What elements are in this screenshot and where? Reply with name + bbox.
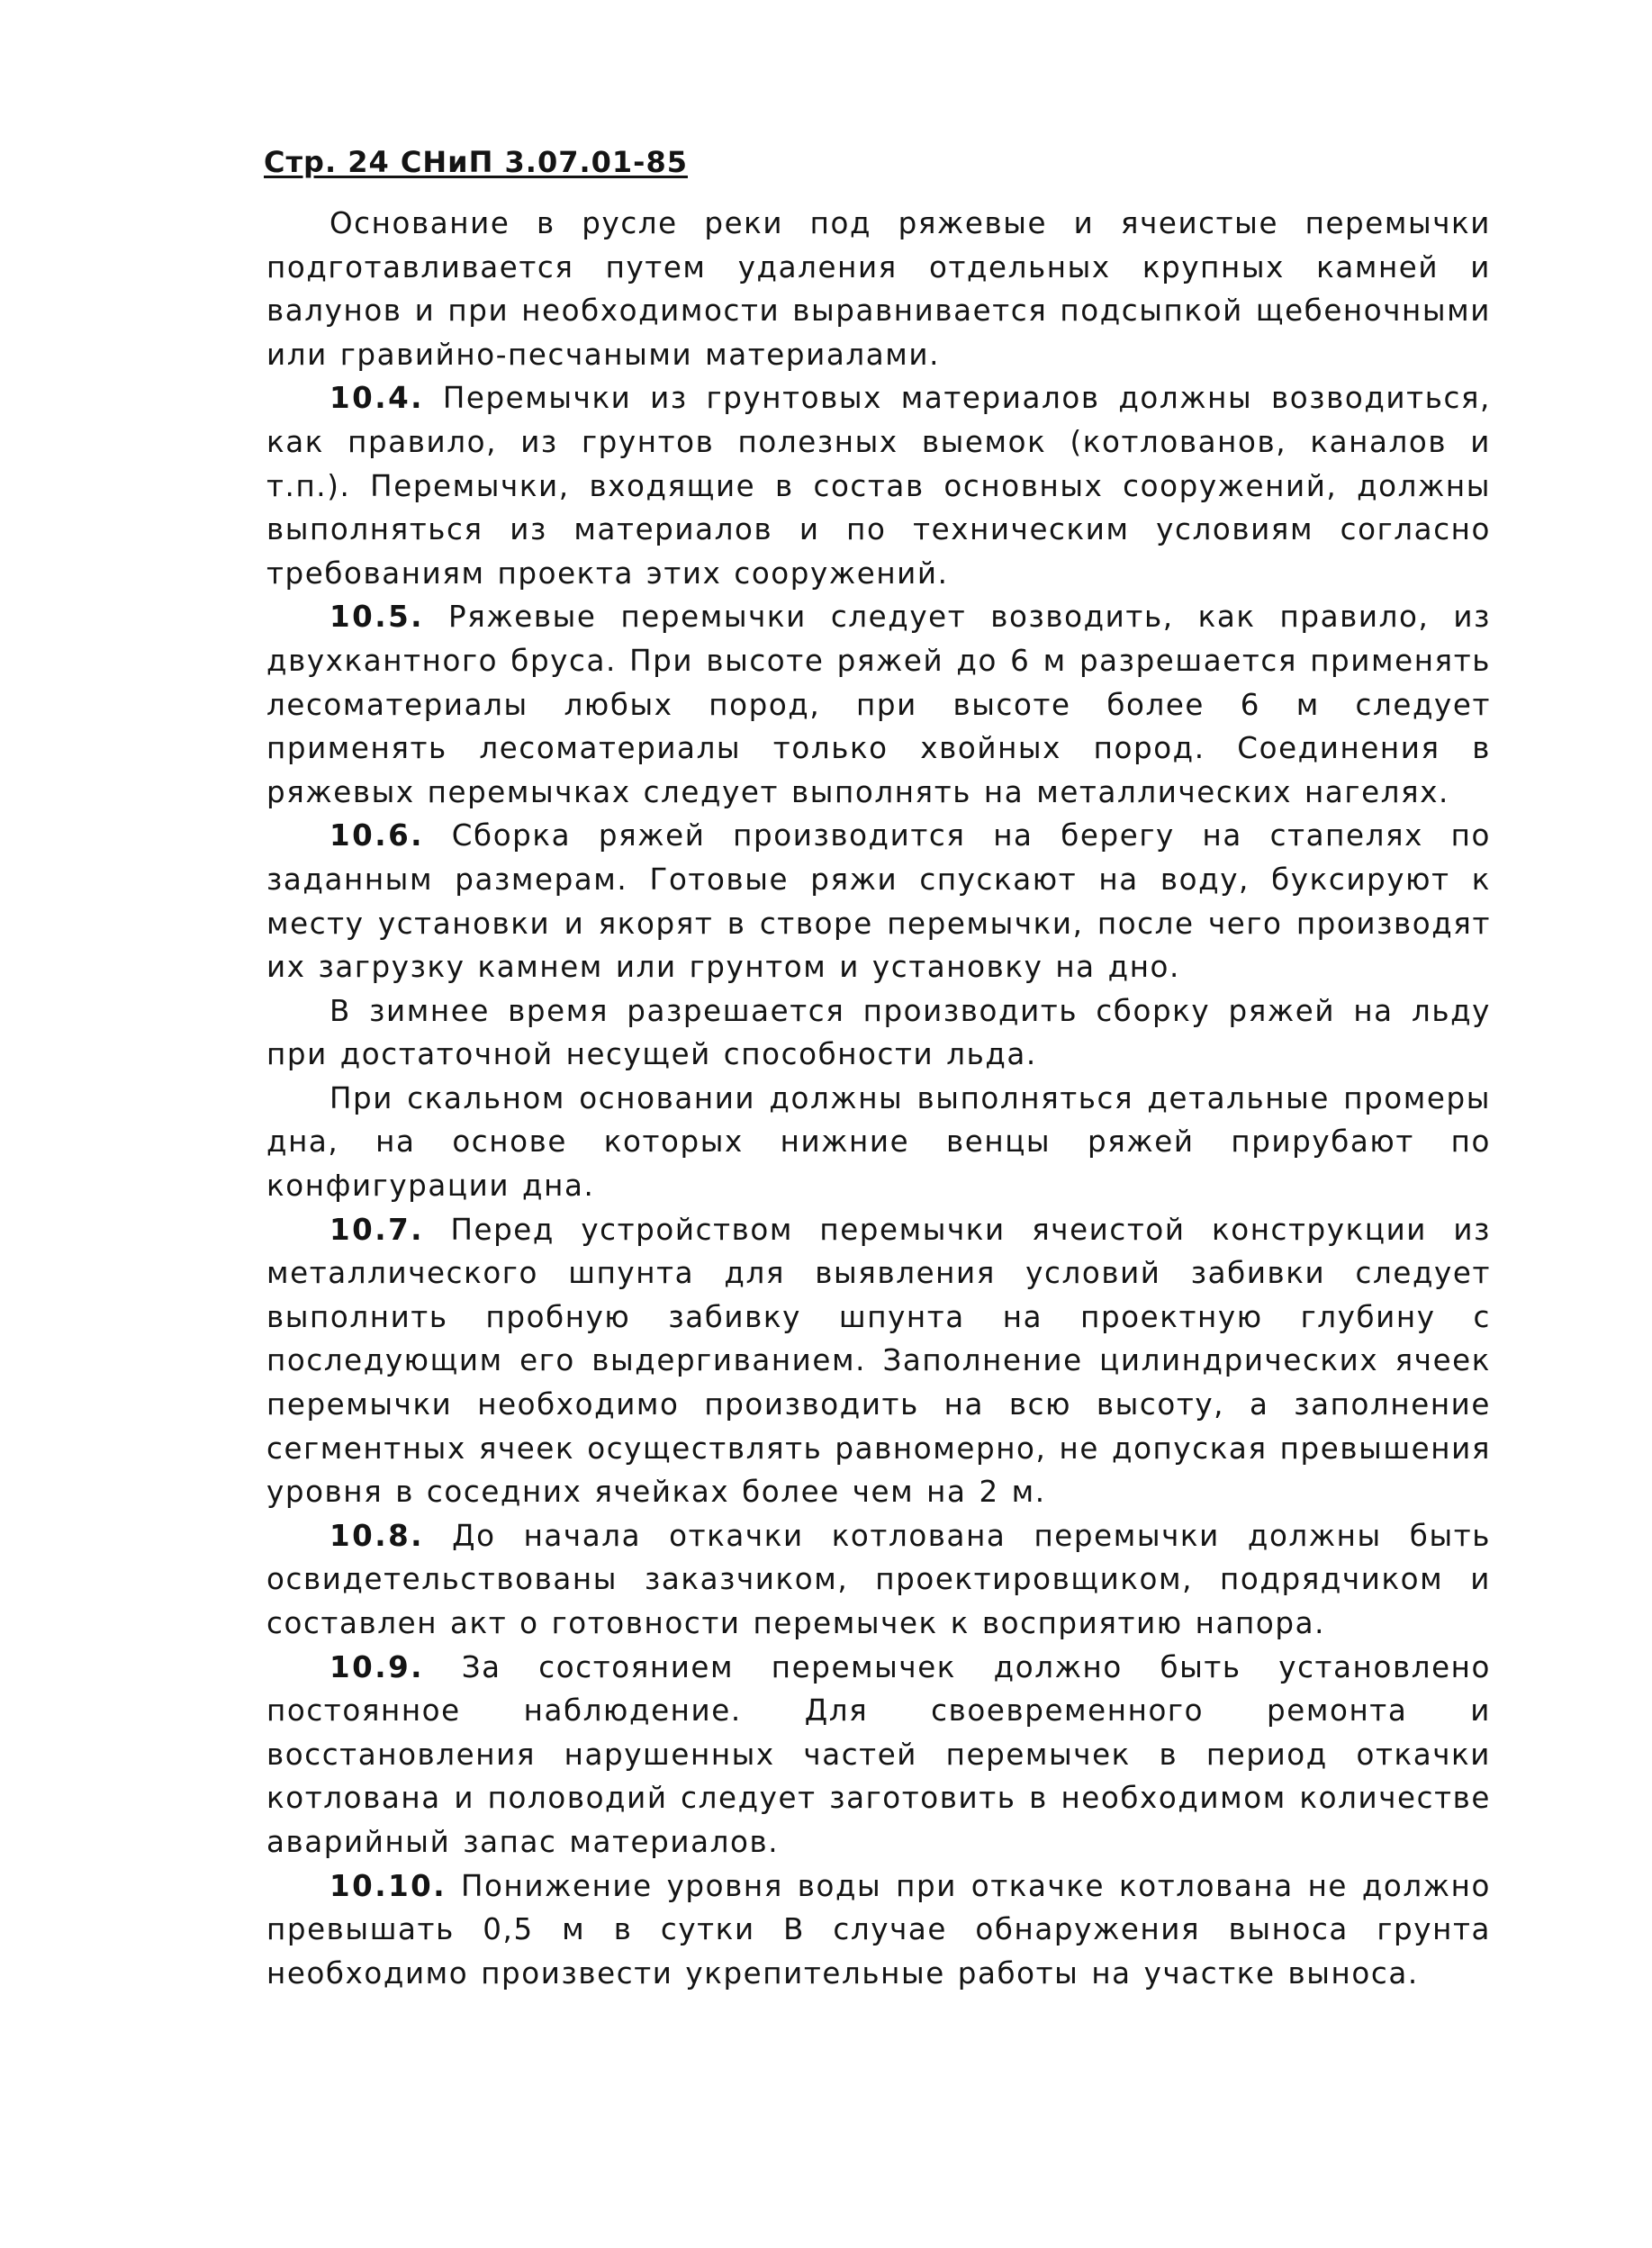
clause-10-5 [266, 595, 1491, 814]
page-header: Стр. 24 СНиП 3.07.01-85 [264, 145, 688, 179]
clause-number: 10.9. [329, 1649, 425, 1684]
paragraph-text: Основание в русле реки под ряжевые и ячеистые перемычки подготавливается путем удаления отдельных крупных камней и валунов и при необходимости выравнивается подсыпкой щебеночными или гравийно-песчаными материалами. [266, 206, 1491, 372]
clause-text: До начала откачки котлована перемычки должны быть освидетельствованы заказчиком, проектировщиком, подрядчиком и составлен акт о готовности перемычек к восприятию напора. [266, 1518, 1492, 1640]
clause-number: 10.5. [329, 600, 425, 635]
clause-10-6 [266, 814, 1491, 989]
clause-10-10 [266, 1864, 1491, 1996]
clause-number: 10.7. [329, 1212, 425, 1247]
clause-10-8 [266, 1514, 1491, 1646]
clause-number: 10.4. [329, 381, 425, 416]
clause-text: Ряжевые перемычки следует возводить, как правило, из двухкантного бруса. При высоте ряжей до 6 м разрешается применять лесоматериалы любых пород, при высоте более 6 м следует применять лесоматериалы только хвойных пород. Соединения в ряжевых перемычках следует выполнять на металлических нагелях. [266, 600, 1491, 809]
clause-10-7 [266, 1208, 1491, 1514]
document-body [266, 202, 1491, 1995]
clause-text: За состоянием перемычек должно быть установлено постоянное наблюдение. Для своевременного ремонта и восстановления нарушенных частей перемычек в период откачки котлована и половодий следует заготовить в необходимом количестве аварийный запас материалов. [266, 1649, 1491, 1859]
clause-text: Перемычки из грунтовых материалов должны возводиться, как правило, из грунтов полезных выемок (котлованов, каналов и т.п.). Перемычки, входящие в состав основных сооружений, должны выполняться из материалов и по техническим условиям согласно требованиям проекта этих сооружений. [266, 381, 1491, 591]
clause-number: 10.6. [329, 818, 425, 853]
clause-10-4 [266, 376, 1491, 595]
clause-10-9 [266, 1646, 1491, 1864]
paragraph-text: В зимнее время разрешается производить сборку ряжей на льду при достаточной несущей способности льда. [266, 993, 1491, 1072]
paragraph [266, 1077, 1491, 1208]
clause-text: Перед устройством перемычки ячеистой конструкции из металлического шпунта для выявления условий забивки следует выполнить пробную забивку шпунта на проектную глубину с последующим его выдергиванием. Заполнение цилиндрических ячеек перемычки необходимо производить на всю высоту, а заполнение сегментных ячеек осуществлять равномерно, не допуская превышения уровня в соседних ячейках более чем на 2 м. [266, 1212, 1492, 1510]
paragraph-text: При скальном основании должны выполняться детальные промеры дна, на основе которых нижние венцы ряжей прирубают по конфигурации дна. [266, 1080, 1491, 1204]
paragraph [266, 202, 1491, 376]
clause-number: 10.8. [329, 1518, 425, 1553]
clause-text: Сборка ряжей производится на берегу на стапелях по заданным размерам. Готовые ряжи спускают на воду, буксируют к месту установки и якорят в створе перемычки, после чего производят их загрузку камнем или грунтом и установку на дно. [266, 818, 1491, 985]
clause-number: 10.10. [329, 1868, 447, 1903]
paragraph [266, 989, 1491, 1077]
clause-text: Понижение уровня воды при откачке котлована не должно превышать 0,5 м в сутки В случае обнаружения выноса грунта необходимо произвести укрепительные работы на участке выноса. [266, 1868, 1491, 1991]
